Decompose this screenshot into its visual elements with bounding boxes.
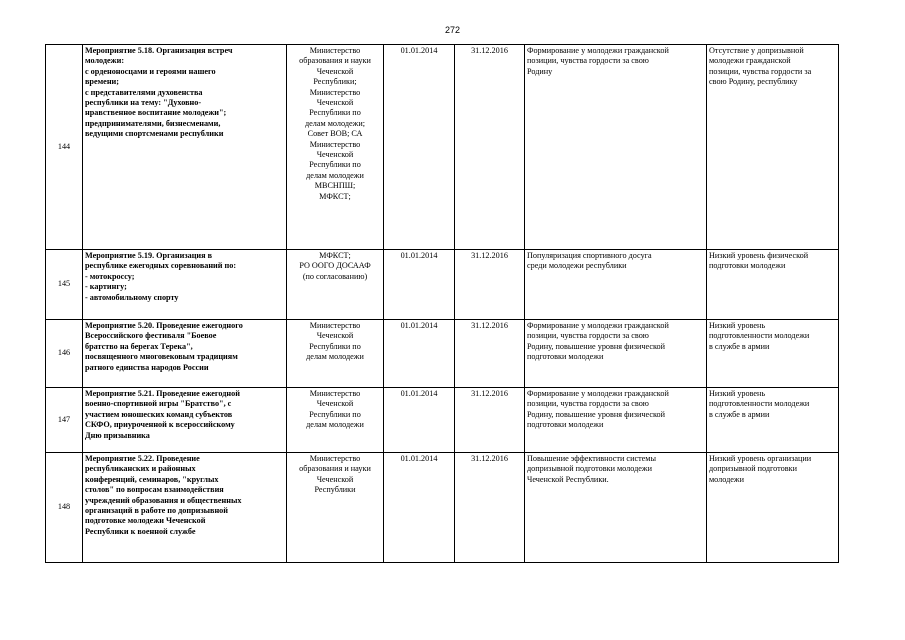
- cell-line: Чеченской: [316, 331, 354, 341]
- cell-line: - мотокроссу;: [85, 271, 135, 281]
- cell-line: нравственное воспитание молодежи";: [85, 108, 227, 118]
- table-row: [46, 320, 839, 388]
- cell-line: Республики по: [309, 160, 361, 170]
- cell-line: свою Родину, республику: [709, 77, 798, 87]
- cell-line: военно-спортивной игры "Братство", с: [85, 399, 232, 409]
- event-cell: [83, 45, 287, 250]
- cell-line: МФКСТ;: [319, 191, 351, 201]
- cell-line: братство на берегах Терека",: [85, 341, 193, 351]
- cell-line: Чеченской: [316, 399, 354, 409]
- cell-line: Министерство: [309, 46, 361, 55]
- end-date-cell: 31.12.2016: [455, 250, 525, 320]
- cell-line: Чеченской Республики.: [527, 474, 609, 484]
- consequence-cell: [707, 45, 839, 250]
- result-cell: [525, 320, 707, 388]
- cell-line: подготовки молодежи: [709, 261, 786, 271]
- cell-line: Совет ВОВ; СА: [307, 129, 363, 139]
- result-cell: [525, 250, 707, 320]
- cell-line: организаций в работе по допризывной: [85, 506, 228, 516]
- cell-line: Дню призывника: [85, 430, 150, 440]
- cell-line: молодежи гражданской: [709, 56, 791, 66]
- cell-line: подготовки молодежи: [527, 420, 604, 430]
- cell-line: молодежи: [709, 474, 744, 484]
- cell-line: Чеченской: [316, 98, 354, 108]
- cell-line: учреждений образования и общественных: [85, 495, 242, 505]
- cell-line: Родину, повышение уровня физической: [527, 341, 665, 351]
- result-cell: [525, 45, 707, 250]
- table-body: [46, 45, 839, 563]
- page-number: 272: [444, 25, 461, 35]
- cell-line: с представителями духовенства: [85, 87, 203, 97]
- cell-line: образования и науки: [299, 464, 371, 474]
- cell-line: Республики по: [309, 341, 361, 351]
- consequence-cell: [707, 320, 839, 388]
- start-date-cell: 01.01.2014: [384, 453, 455, 563]
- end-date-cell: 31.12.2016: [455, 320, 525, 388]
- consequence-cell: [707, 453, 839, 563]
- cell-line: Чеченской: [316, 66, 354, 76]
- executors-cell: [287, 388, 384, 453]
- event-cell: [83, 453, 287, 563]
- cell-line: МВСНПШ;: [314, 181, 356, 191]
- cell-line: делам молодежи: [306, 352, 364, 362]
- cell-line: молодежи:: [85, 56, 125, 66]
- start-date-cell: 01.01.2014: [384, 320, 455, 388]
- cell-line: в службе в армии: [709, 341, 770, 351]
- cell-line: Мероприятие 5.18. Организация встреч: [85, 46, 233, 55]
- executors-cell: [287, 45, 384, 250]
- cell-line: - картингу;: [85, 282, 127, 292]
- cell-line: Низкий уровень физической: [709, 251, 809, 260]
- cell-line: Формирование у молодежи гражданской: [527, 321, 669, 330]
- cell-line: Республики по: [309, 409, 361, 419]
- cell-line: конференций, семинаров, "круглых: [85, 474, 219, 484]
- cell-line: Чеченской: [316, 150, 354, 160]
- cell-line: делам молодежи: [306, 420, 364, 430]
- cell-line: Республики;: [313, 77, 357, 87]
- cell-line: Мероприятие 5.20. Проведение ежегодного: [85, 321, 243, 330]
- event-cell: [83, 320, 287, 388]
- result-cell: [525, 388, 707, 453]
- cell-line: Республики по: [309, 108, 361, 118]
- cell-line: Министерство: [309, 87, 361, 97]
- cell-line: ведущими спортсменами республики: [85, 129, 224, 139]
- start-date-cell: 01.01.2014: [384, 45, 455, 250]
- program-table: [45, 44, 839, 563]
- cell-line: Популяризация спортивного досуга: [527, 251, 652, 260]
- cell-line: позиции, чувства гордости за: [709, 66, 812, 76]
- cell-line: образования и науки: [299, 56, 371, 66]
- cell-line: подготовке молодежи Чеченской: [85, 516, 206, 526]
- cell-line: Министерство: [309, 139, 361, 149]
- executors-cell: [287, 320, 384, 388]
- table-row: [46, 45, 839, 250]
- cell-line: Низкий уровень: [709, 389, 766, 398]
- cell-line: среди молодежи республики: [527, 261, 627, 271]
- cell-line: подготовленности молодежи: [709, 399, 810, 409]
- cell-line: СКФО, приуроченной к всероссийскому: [85, 420, 235, 430]
- cell-line: столов" по вопросам взаимодействия: [85, 485, 224, 495]
- cell-line: Родину: [527, 66, 553, 76]
- end-date-cell: 31.12.2016: [455, 45, 525, 250]
- cell-line: допризывной подготовки: [709, 464, 797, 474]
- cell-line: республики на тему: "Духовно-: [85, 98, 202, 108]
- cell-line: Министерство: [309, 454, 361, 463]
- table-row: [46, 453, 839, 563]
- cell-line: предпринимателями, бизнесменами,: [85, 118, 221, 128]
- cell-line: Министерство: [309, 321, 361, 330]
- end-date-cell: 31.12.2016: [455, 388, 525, 453]
- cell-line: Всероссийского фестиваля "Боевое: [85, 331, 217, 341]
- cell-line: подготовленности молодежи: [709, 331, 810, 341]
- cell-line: республике ежегодных соревнований по:: [85, 261, 237, 271]
- cell-line: позиции, чувства гордости за свою: [527, 56, 649, 66]
- event-cell: [83, 388, 287, 453]
- cell-line: Республики к военной службе: [85, 526, 196, 536]
- cell-line: Мероприятие 5.21. Проведение ежегодной: [85, 389, 240, 398]
- start-date-cell: 01.01.2014: [384, 388, 455, 453]
- cell-line: Родину, повышение уровня физической: [527, 409, 665, 419]
- row-number-cell: 145: [46, 250, 83, 320]
- cell-line: Формирование у молодежи гражданской: [527, 46, 669, 55]
- row-number-cell: 146: [46, 320, 83, 388]
- cell-line: ратного единства народов России: [85, 362, 209, 372]
- cell-line: делам молодежи: [306, 170, 364, 180]
- end-date-cell: 31.12.2016: [455, 453, 525, 563]
- cell-line: участием юношеских команд субъектов: [85, 409, 233, 419]
- start-date-cell: 01.01.2014: [384, 250, 455, 320]
- row-number-cell: 147: [46, 388, 83, 453]
- cell-line: Формирование у молодежи гражданской: [527, 389, 669, 398]
- row-number-cell: 144: [46, 45, 83, 250]
- cell-line: Чеченской: [316, 474, 354, 484]
- cell-line: Низкий уровень организации: [709, 454, 812, 463]
- cell-line: Министерство: [309, 389, 361, 398]
- cell-line: позиции, чувства гордости за свою: [527, 399, 649, 409]
- cell-line: позиции, чувства гордости за свою: [527, 331, 649, 341]
- table-row: [46, 388, 839, 453]
- cell-line: (по согласованию): [302, 271, 368, 281]
- cell-line: Республики: [314, 485, 356, 495]
- event-cell: [83, 250, 287, 320]
- cell-line: Повышение эффективности системы: [527, 454, 656, 463]
- cell-line: подготовки молодежи: [527, 352, 604, 362]
- cell-line: республиканских и районных: [85, 464, 196, 474]
- table-row: [46, 250, 839, 320]
- cell-line: Мероприятие 5.19. Организация в: [85, 251, 213, 260]
- executors-cell: [287, 250, 384, 320]
- consequence-cell: [707, 388, 839, 453]
- result-cell: [525, 453, 707, 563]
- cell-line: - автомобильному спорту: [85, 292, 179, 302]
- cell-line: РО ООГО ДОСААФ: [299, 261, 371, 271]
- cell-line: делам молодежи;: [305, 118, 365, 128]
- cell-line: с орденоносцами и героями нашего: [85, 66, 216, 76]
- cell-line: в службе в армии: [709, 409, 770, 419]
- cell-line: времени;: [85, 77, 119, 87]
- consequence-cell: [707, 250, 839, 320]
- cell-line: МФКСТ;: [319, 251, 351, 260]
- cell-line: Низкий уровень: [709, 321, 766, 330]
- cell-line: Мероприятие 5.22. Проведение: [85, 454, 200, 463]
- cell-line: посвященного многовековым традициям: [85, 352, 238, 362]
- cell-line: Отсутствие у допризывной: [709, 46, 804, 55]
- executors-cell: [287, 453, 384, 563]
- cell-line: допризывной подготовки молодежи: [527, 464, 652, 474]
- row-number-cell: 148: [46, 453, 83, 563]
